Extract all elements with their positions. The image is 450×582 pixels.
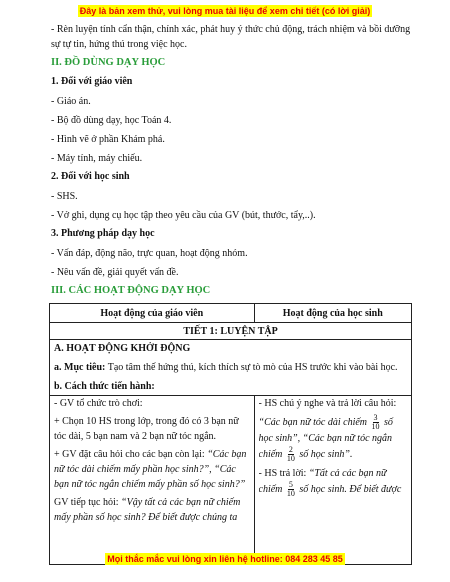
hotline-banner xyxy=(0,554,450,564)
method-item: - Vấn đáp, động não, trực quan, hoạt động nhóm. xyxy=(51,248,248,259)
lesson-row xyxy=(50,323,412,340)
content-row xyxy=(50,396,412,565)
table-header-row xyxy=(50,304,412,323)
teacher-item: - Bộ đồ dùng dạy, học Toán 4. xyxy=(51,115,172,126)
method-item: - Nêu vấn đề, giải quyết vấn đề. xyxy=(51,267,179,278)
activities-table xyxy=(49,303,412,565)
student-heading: 2. Đối với học sinh xyxy=(51,171,130,182)
section-3-title: III. CÁC HOẠT ĐỘNG DẠY HỌC xyxy=(51,285,211,296)
teacher-line-question: “Vậy tất cả các bạn nữ chiếm mấy phần số học sinh? Để biết được chúng ta xyxy=(54,497,241,523)
preview-banner-text: Đây là bản xem thử, vui lòng mua tài liệu để xem chi tiết (có lời giải) xyxy=(79,6,371,16)
fraction xyxy=(371,414,381,431)
fraction xyxy=(286,446,296,463)
teacher-item: - Máy tính, máy chiếu. xyxy=(51,153,143,164)
teacher-item: - Hình vẽ ở phần Khám phá. xyxy=(51,134,165,145)
method-heading: 3. Phương pháp dạy học xyxy=(51,228,155,239)
student-item: - SHS. xyxy=(51,191,78,202)
student-answer: số học sinh. Để biết được xyxy=(299,483,402,495)
teacher-line xyxy=(54,495,250,528)
document-page xyxy=(51,22,411,565)
method-label: b. Cách thức tiến hành: xyxy=(54,381,155,392)
fraction-denominator: 10 xyxy=(286,454,295,463)
teacher-activity-cell xyxy=(50,396,255,565)
col-teacher-header: Hoạt động của giáo viên xyxy=(50,304,255,323)
fraction-denominator: 10 xyxy=(371,422,380,431)
student-line-plain: - HS trả lời: xyxy=(258,468,309,479)
fraction-numerator: 3 xyxy=(373,413,378,422)
teacher-line-question: “Các bạn nữ tóc dài chiếm mấy phần học sinh?”, “Các bạn nữ tóc ngắn chiếm mấy phần số học sinh?” xyxy=(54,449,247,490)
student-activity-cell xyxy=(254,396,411,565)
fraction-denominator: 10 xyxy=(286,489,295,498)
goal-line xyxy=(54,360,407,375)
student-answer: “Các bạn nữ tóc dài chiếm xyxy=(258,416,368,428)
preview-banner xyxy=(0,6,450,16)
hotline-banner-text: Mọi thắc mắc vui lòng xin liên hệ hotline: 084 283 45 85 xyxy=(107,554,343,564)
activity-row xyxy=(50,340,412,396)
intro-line: - Rèn luyện tính cẩn thận, chính xác, phát huy ý thức chủ động, trách nhiệm và bồi dưỡng sự tự tin, hứng thú trong việc học. xyxy=(51,24,411,50)
fraction-numerator: 5 xyxy=(288,480,293,489)
teacher-item: - Giáo án. xyxy=(51,96,91,107)
activity-cell xyxy=(50,340,412,396)
student-item: - Vở ghi, dụng cụ học tập theo yêu cầu của GV (bút, thước, tẩy,..). xyxy=(51,210,316,221)
col-student-header: Hoạt động của học sinh xyxy=(254,304,411,323)
teacher-line: + Chọn 10 HS trong lớp, trong đó có 3 bạn nữ tóc dài, 5 bạn nam và 2 bạn nữ tóc ngắn. xyxy=(54,416,239,442)
fraction-numerator: 2 xyxy=(288,445,293,454)
activity-title: A. HOẠT ĐỘNG KHỞI ĐỘNG xyxy=(54,343,191,354)
teacher-line xyxy=(54,447,250,495)
section-2-title: II. ĐỒ DÙNG DẠY HỌC xyxy=(51,57,166,68)
student-answer: số học sinh”, “Các bạn nữ tóc ngắn chiếm xyxy=(258,416,393,460)
student-line xyxy=(259,466,407,501)
student-line xyxy=(259,414,407,466)
teacher-line: - GV tổ chức trò chơi: xyxy=(54,398,143,409)
goal-label: a. Mục tiêu: xyxy=(54,362,106,373)
fraction xyxy=(286,481,296,498)
student-line: - HS chú ý nghe và trả lời câu hỏi: xyxy=(258,398,397,409)
teacher-activity-text xyxy=(54,396,250,564)
goal-text: Tạo tâm thế hứng thú, kích thích sự tò mò của HS trước khi vào bài học. xyxy=(107,362,398,373)
teacher-line-plain: GV tiếp tục hỏi: xyxy=(54,497,122,508)
lesson-title: TIẾT 1: LUYỆN TẬP xyxy=(50,323,412,340)
student-answer: số học sinh”. xyxy=(299,448,353,460)
teacher-line-plain: + GV đặt câu hỏi cho các bạn còn lại: xyxy=(54,449,208,460)
student-answer: “Tất cả các bạn nữ chiếm xyxy=(258,468,387,495)
teacher-heading: 1. Đối với giáo viên xyxy=(51,76,133,87)
student-activity-text xyxy=(259,396,407,564)
